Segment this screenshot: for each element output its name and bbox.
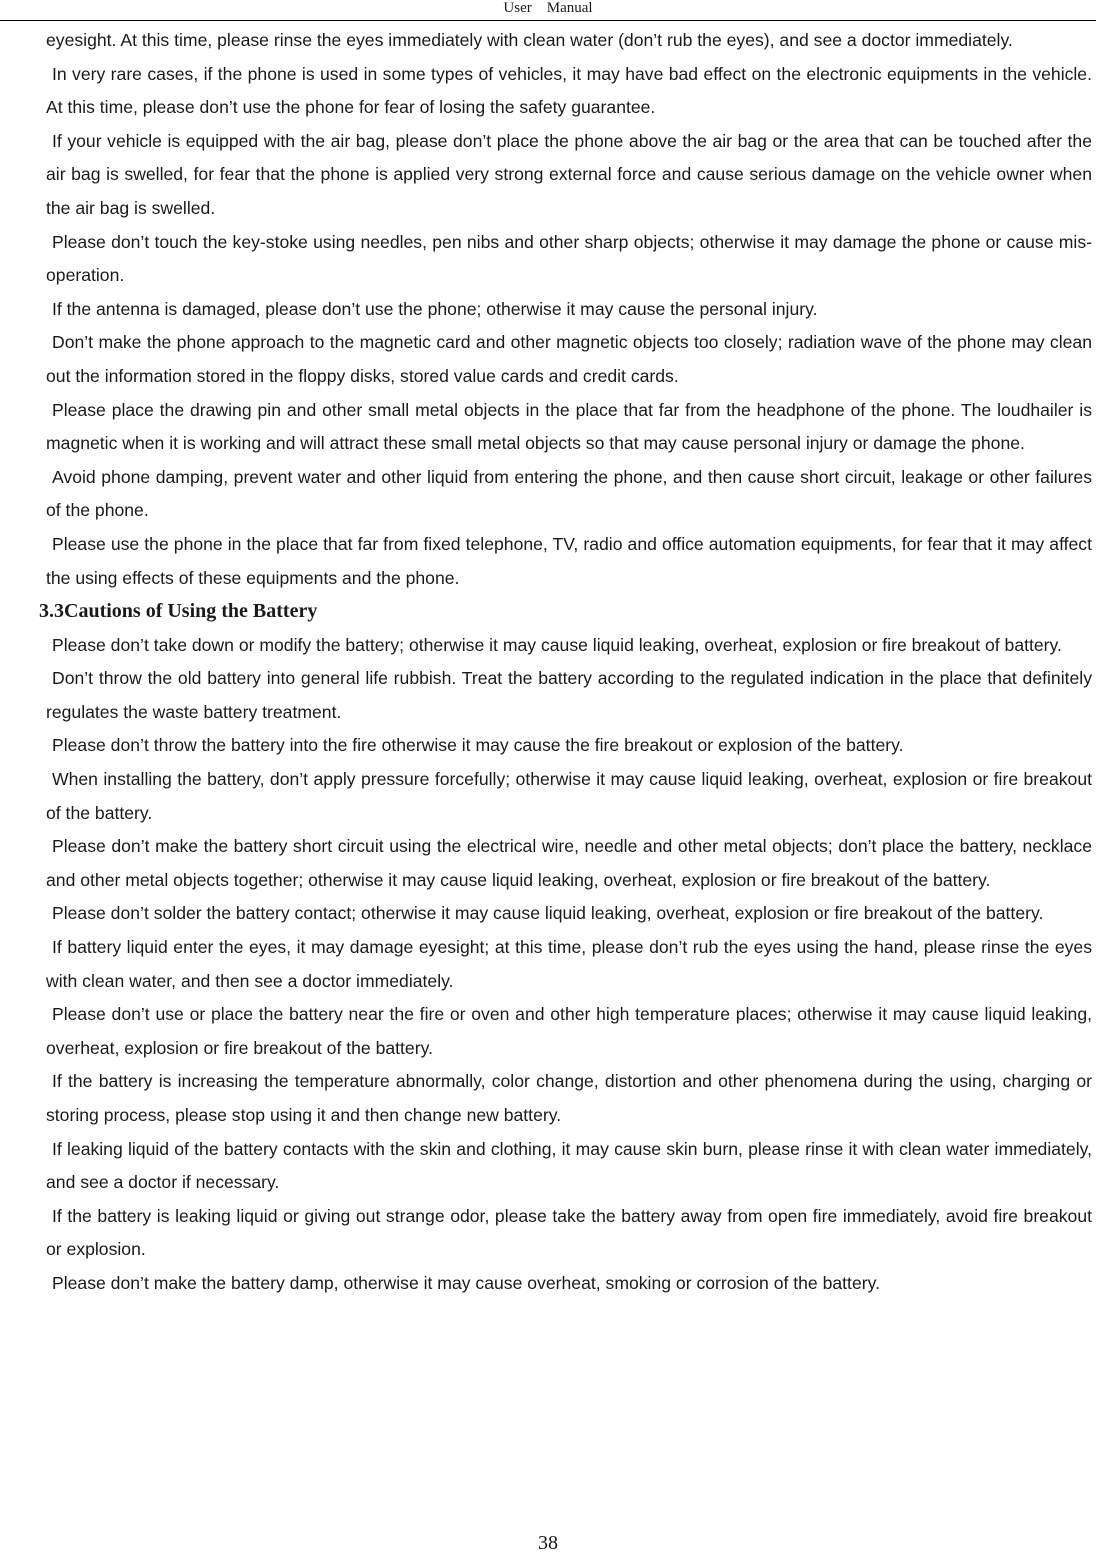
section-heading: 3.3Cautions of Using the Battery [39,600,318,623]
paragraph: Please don’t solder the battery contact; otherwise it may cause liquid leaking, overheat, explosion or fire breakout of the battery. [52,903,1044,924]
paragraph: Please don’t throw the battery into the fire otherwise it may cause the fire breakout or explosion of the battery. [52,735,904,756]
paragraph: Please use the phone in the place that far from fixed telephone, TV, radio and office automation equipments, for fear that it may affect the using effects of these equipments and the phone. [46,533,1092,588]
paragraph: Please don’t use or place the battery near the fire or oven and other high temperature places; otherwise it may cause liquid leaking, overheat, explosion or fire breakout of the battery. [46,1004,1092,1058]
paragraph: If your vehicle is equipped with the air bag, please don’t place the phone above the air bag or the area that can be touched after the air bag is swelled, for fear that the phone is applied very strong external force and cause serious damage on the vehicle owner when the air bag is swelled. [46,130,1092,218]
paragraph: If battery liquid enter the eyes, it may damage eyesight; at this time, please don’t rub the eyes using the hand, please rinse the eyes with clean water, and then see a doctor immediately. [46,937,1092,991]
paragraph: If the antenna is damaged, please don’t use the phone; otherwise it may cause the personal injury. [52,298,818,319]
paragraph: Please don’t make the battery short circuit using the electrical wire, needle and other metal objects; don’t place the battery, necklace and other metal objects together; otherwise it may cause liquid leaking, overheat, explosion or fire breakout of the battery. [46,836,1092,890]
paragraph: If the battery is leaking liquid or giving out strange odor, please take the battery away from open fire immediately, avoid fire breakout or explosion. [46,1205,1092,1260]
paragraph: In very rare cases, if the phone is used in some types of vehicles, it may have bad effect on the electronic equipments in the vehicle. At this time, please don’t use the phone for fear of losing the safety guarantee. [46,63,1092,118]
paragraph: Don’t throw the old battery into general life rubbish. Treat the battery according to the regulated indication in the place that definitely regulates the waste battery treatment. [46,668,1092,722]
paragraph: Avoid phone damping, prevent water and other liquid from entering the phone, and then cause short circuit, leakage or other failures of the phone. [46,466,1092,521]
page-number: 38 [538,1532,558,1554]
paragraph: Please don’t make the battery damp, otherwise it may cause overheat, smoking or corrosion of the battery. [52,1272,880,1293]
paragraph: Please place the drawing pin and other small metal objects in the place that far from the headphone of the phone. The loudhailer is magnetic when it is working and will attract these small metal objects so that may cause personal injury or damage the phone. [46,399,1092,454]
paragraph: Don’t make the phone approach to the magnetic card and other magnetic objects too closely; radiation wave of the phone may clean out the information stored in the floppy disks, stored value cards and credit cards. [46,332,1092,386]
paragraph: Please don’t take down or modify the battery; otherwise it may cause liquid leaking, overheat, explosion or fire breakout of battery. [52,634,1062,655]
page-header [0,0,1096,21]
paragraph: If leaking liquid of the battery contacts with the skin and clothing, it may cause skin burn, please rinse it with clean water immediately, and see a doctor if necessary. [46,1138,1092,1193]
paragraph: eyesight. At this time, please rinse the eyes immediately with clean water (don’t rub the eyes), and see a doctor immediately. [46,30,1013,50]
header-title: User Manual [503,0,593,16]
document-body [39,24,1092,1301]
paragraph: Please don’t touch the key-stoke using needles, pen nibs and other sharp objects; otherwise it may damage the phone or cause mis-operation. [46,231,1092,286]
paragraph: If the battery is increasing the temperature abnormally, color change, distortion and other phenomena during the using, charging or storing process, please stop using it and then change new battery. [46,1071,1092,1125]
paragraph: When installing the battery, don’t apply pressure forcefully; otherwise it may cause liquid leaking, overheat, explosion or fire breakout of the battery. [46,769,1092,823]
